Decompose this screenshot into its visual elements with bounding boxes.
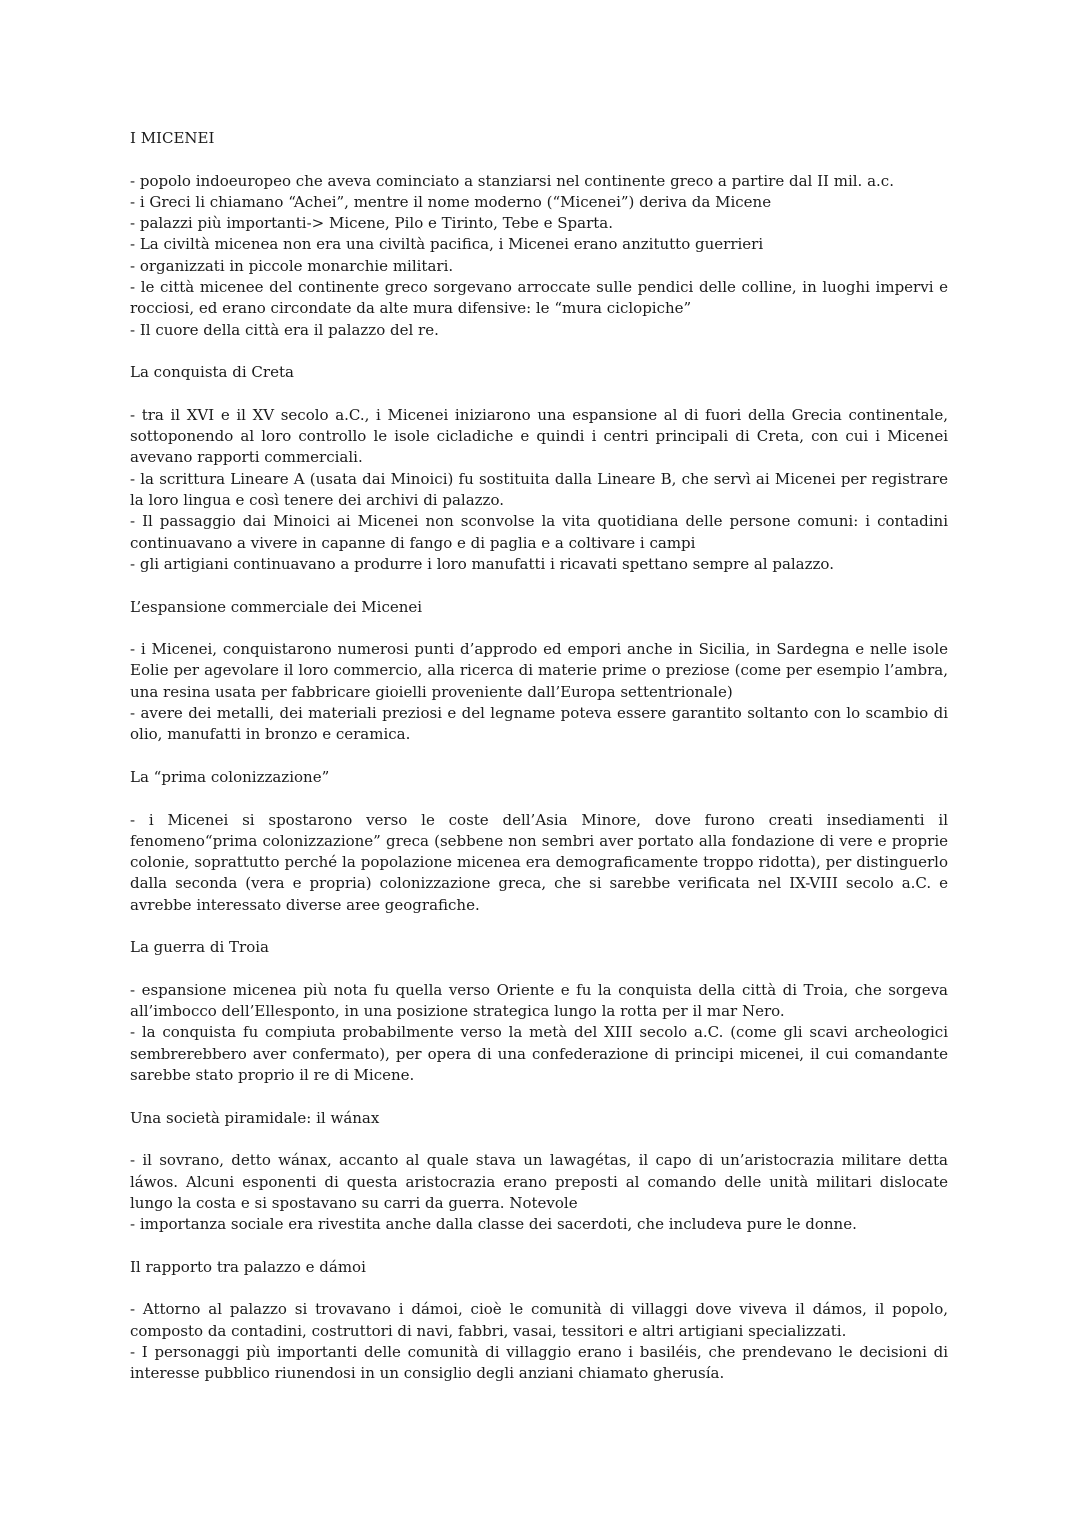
intro-item: - i Greci li chiamano “Achei”, mentre il nome moderno (“Micenei”) deriva da Micene [130,192,772,211]
intro-item: - organizzati in piccole monarchie militari. [130,256,454,275]
intro-item: - Il cuore della città era il palazzo del re. [130,320,439,339]
section-heading: Una società piramidale: il wánax [130,1108,380,1127]
section-heading: Il rapporto tra palazzo e dámoi [130,1257,366,1276]
intro-list [130,171,948,341]
section-heading: La “prima colonizzazione” [130,767,330,786]
intro-item: - popolo indoeuropeo che aveva cominciato a stanziarsi nel continente greco a partire dal II mil. a.c. [130,171,894,190]
intro-item: - La civiltà micenea non era una civiltà pacifica, i Micenei erano anzitutto guerrieri [130,235,764,254]
spacer [130,341,948,362]
section-paragraph: - i Micenei, conquistarono numerosi punti d’approdo ed empori anche in Sicilia, in Sardegna e nelle isole Eolie per agevolare il loro commercio, alla ricerca di materie prime o preziose (come per esempio l’ambra, una resina usata per fabbricare gioielli proveniente dall’Europa settentrionale) [130,640,948,701]
spacer [130,618,948,639]
spacer [130,788,948,809]
spacer [130,1086,948,1107]
section-paragraph: - la conquista fu compiuta probabilmente verso la metà del XIII secolo a.C. (come gli scavi archeologici sembrerebbero aver confermato), per opera di una confederazione di principi micenei, il cui comandante sarebbe stato proprio il re di Micene. [130,1023,948,1085]
spacer [130,149,948,170]
intro-item: - le città micenee del continente greco sorgevano arroccate sulle pendici delle colline, in luoghi impervi e rocciosi, ed erano circondate da alte mura difensive: le “mura ciclopiche” [130,278,948,318]
section-paragraph: - i Micenei si spostarono verso le coste dell’Asia Minore, dove furono creati insediamenti il fenomeno“prima colonizzazione” greca (sebbene non sembri aver portato alla fondazione di vere e proprie colonie, soprattutto perché la popolazione micenea era demograficamente troppo ridotta), per distinguerlo dalla seconda (vera e propria) colonizzazione greca, che si sarebbe verificata nel IX-VIII secolo a.C. e avrebbe interessato diverse aree geografiche. [130,810,948,914]
document-title: I MICENEI [130,129,215,147]
section-paragraph: - importanza sociale era rivestita anche dalla classe dei sacerdoti, che includeva pure le donne. [130,1215,857,1234]
document-page [130,128,948,1385]
spacer [130,746,948,767]
spacer [130,1278,948,1299]
spacer [130,384,948,405]
section-paragraph: - I personaggi più importanti delle comunità di villaggio erano i basiléis, che prendevano le decisioni di interesse pubblico riunendosi in un consiglio degli anziani chiamato gherusía. [130,1342,948,1383]
spacer [130,959,948,980]
spacer [130,575,948,596]
section-heading: La conquista di Creta [130,363,294,382]
section-paragraph: - Il passaggio dai Minoici ai Micenei non sconvolse la vita quotidiana delle persone comuni: i contadini continuavano a vivere in capanne di fango e di paglia e a coltivare i campi [130,512,948,552]
section-paragraph: - gli artigiani continuavano a produrre i loro manufatti i ricavati spettano sempre al palazzo. [130,554,834,573]
spacer [130,916,948,937]
section-paragraph: - il sovrano, detto wánax, accanto al quale stava un lawagétas, il capo di un’aristocrazia militare detta láwos. Alcuni esponenti di questa aristocrazia erano preposti al comando delle unità militari dislocate lungo la costa e si spostavano su carri da guerra. Notevole [130,1151,948,1212]
section-paragraph: - espansione micenea più nota fu quella verso Oriente e fu la conquista della città di Troia, che sorgeva all’imbocco dell’Ellesponto, in una posizione strategica lungo la rotta per il mar Nero. [130,980,948,1021]
spacer [130,1129,948,1150]
intro-item: - palazzi più importanti-> Micene, Pilo e Tirinto, Tebe e Sparta. [130,214,614,233]
spacer [130,1235,948,1256]
section-paragraph: - la scrittura Lineare A (usata dai Minoici) fu sostituita dalla Lineare B, che servì ai Micenei per registrare la loro lingua e così tenere dei archivi di palazzo. [130,469,948,510]
section-heading: L’espansione commerciale dei Micenei [130,597,423,616]
section-paragraph: - Attorno al palazzo si trovavano i dámoi, cioè le comunità di villaggi dove viveva il dámos, il popolo, composto da contadini, costruttori di navi, fabbri, vasai, tessitori e altri artigiani specializzati. [130,1300,948,1340]
section-heading: La guerra di Troia [130,938,269,957]
section-paragraph: - tra il XVI e il XV secolo a.C., i Micenei iniziarono una espansione al di fuori della Grecia continentale, sottoponendo al loro controllo le isole cicladiche e quindi i centri principali di Creta, con cui i Micenei avevano rapporti commerciali. [130,405,948,467]
section-paragraph: - avere dei metalli, dei materiali preziosi e del legname poteva essere garantito soltanto con lo scambio di olio, manufatti in bronzo e ceramica. [130,704,948,744]
